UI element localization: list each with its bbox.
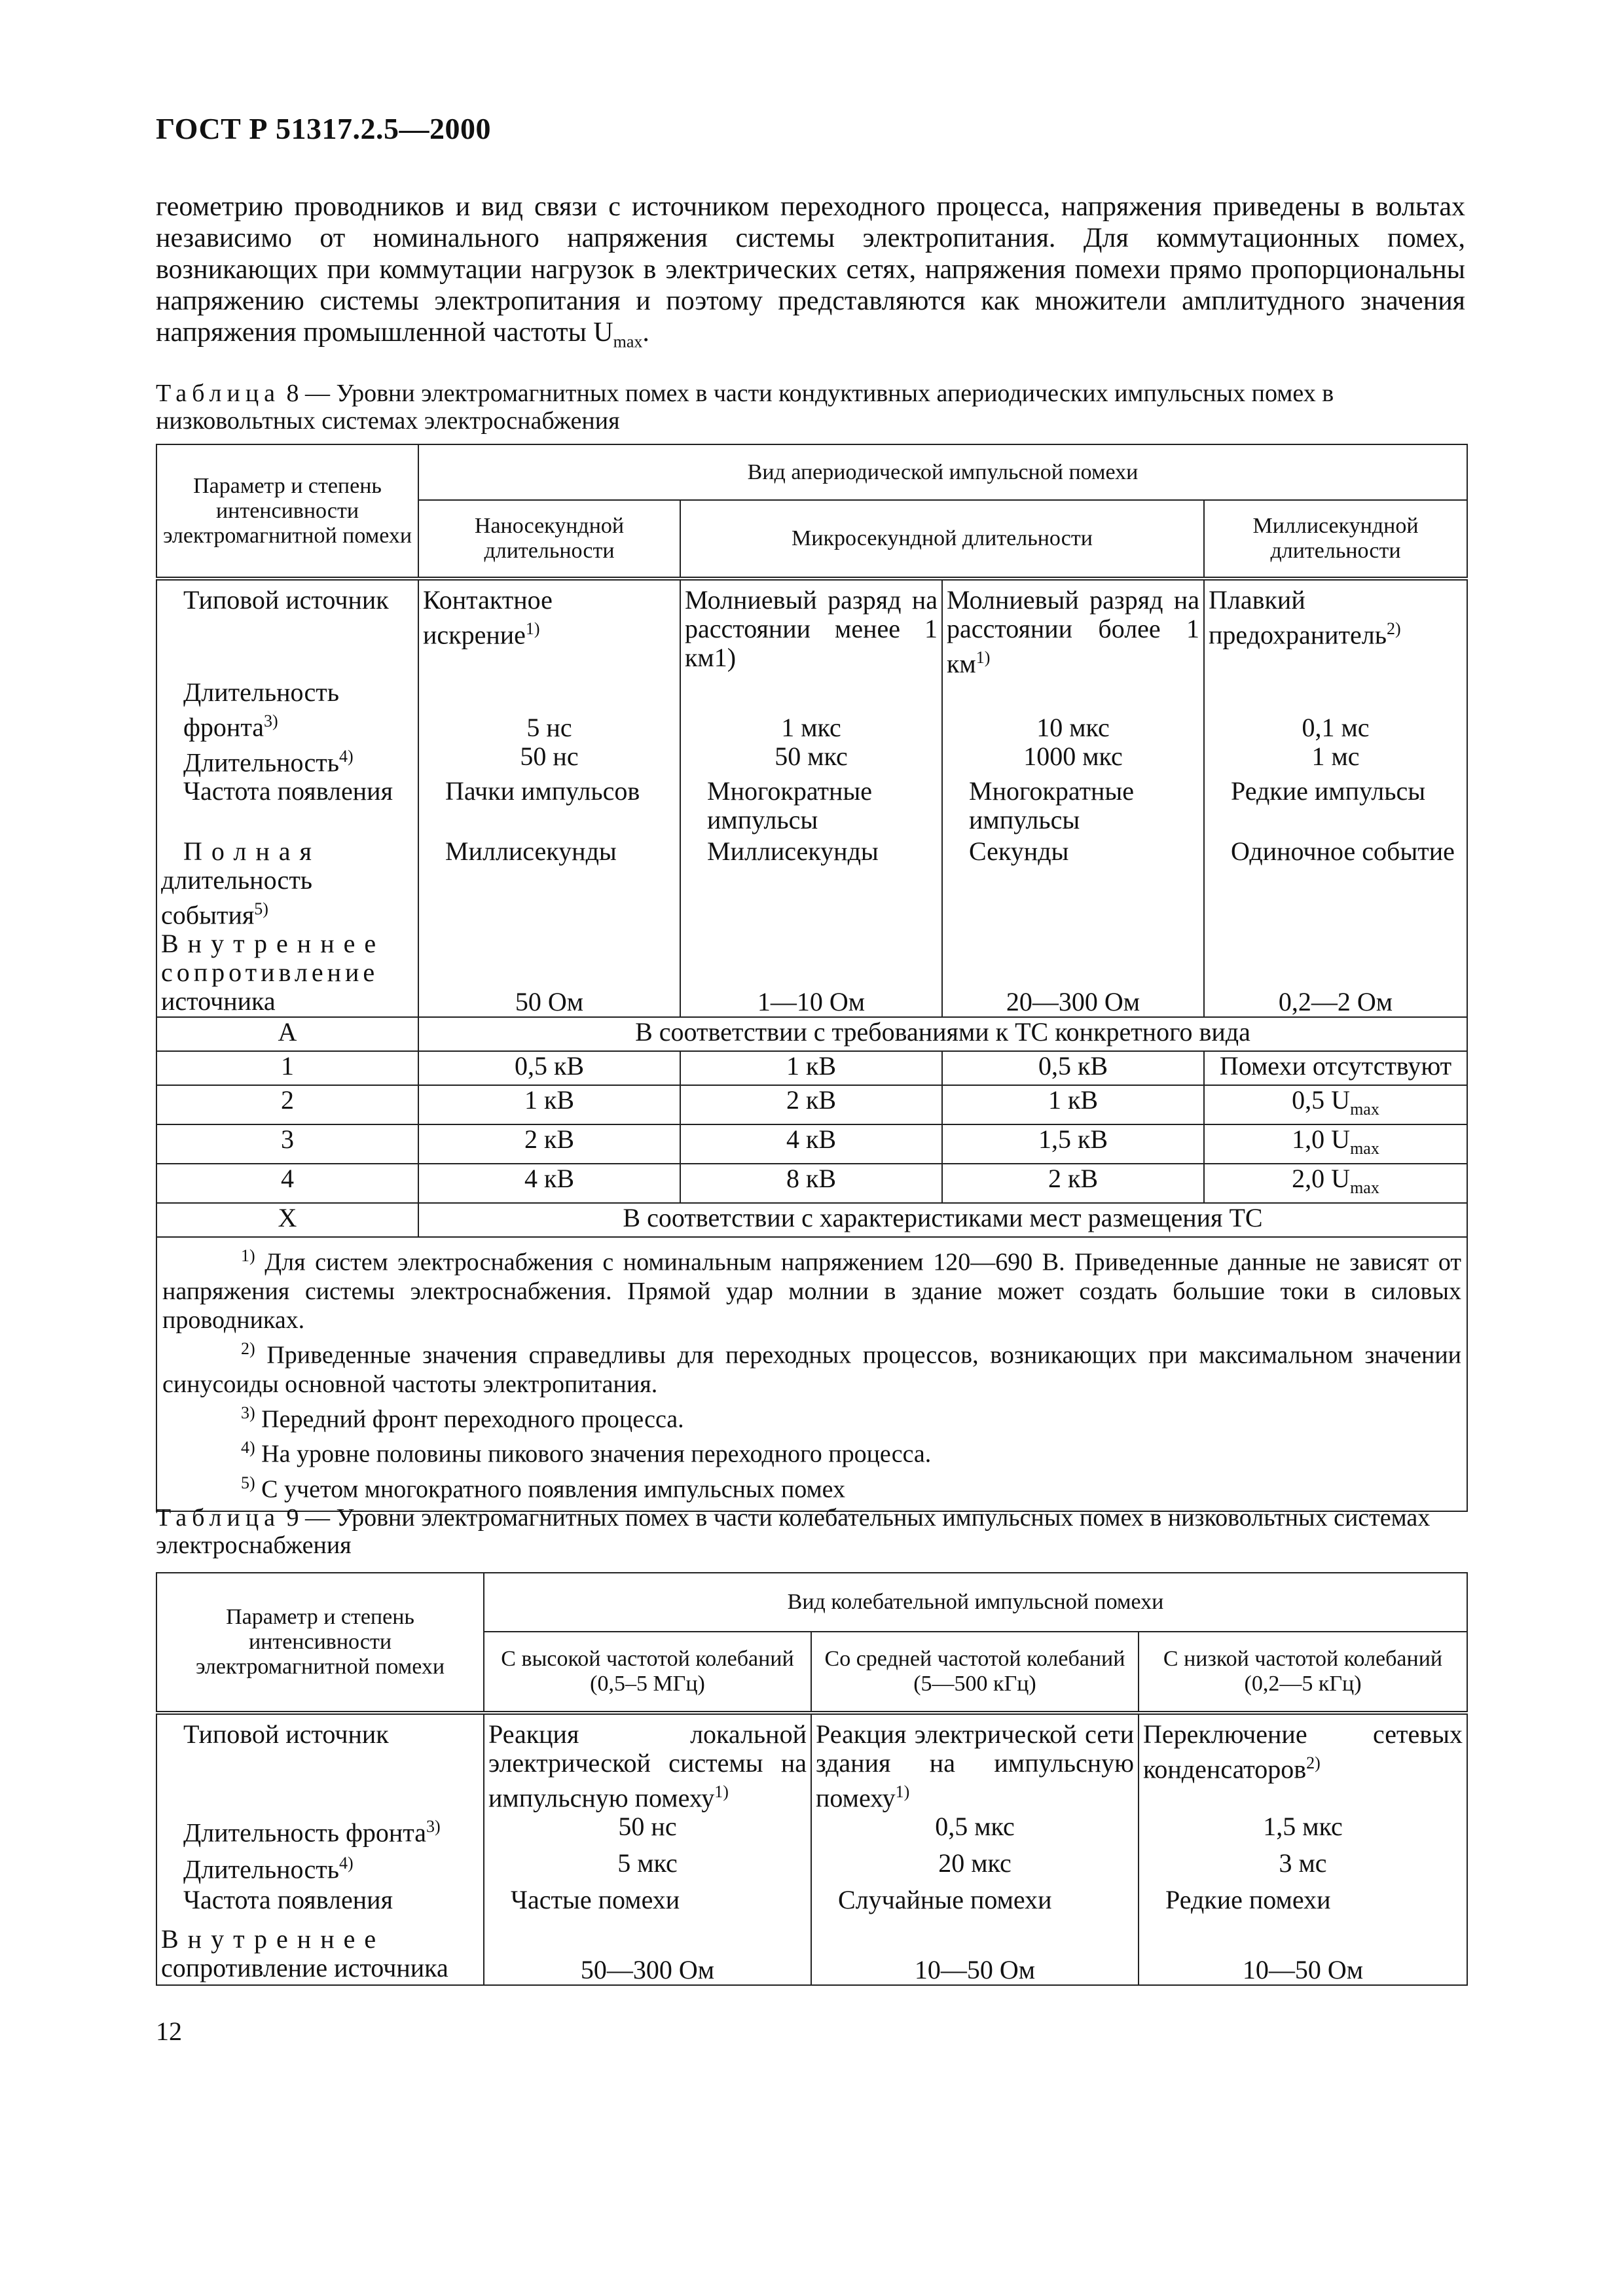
t8-total-sup: 5) [254,899,268,918]
t9-front-label [156,1812,484,1849]
t8-note-sup: 2) [241,1338,255,1358]
t8-freq-value: Пачки импульсов [418,777,680,837]
t8-note-text: С учетом многократного появления импульсных помех [255,1475,845,1503]
t8-note-sup: 4) [241,1438,255,1458]
t8-front-value: 5 нс [418,678,680,742]
t8-source-cell [680,579,942,678]
t8-level: 4 [156,1164,418,1203]
t9-front-value: 50 нс [484,1812,811,1849]
t9-source-sup: 1) [895,1782,910,1801]
intro-end: . [642,317,649,348]
t8-level-value: 0,5 кВ [418,1051,680,1085]
t8-imp-label-1: Внутреннее [161,929,386,959]
t8-source-text: Контактное искрение [423,585,553,650]
t8-total-value: Миллисекунды [418,837,680,929]
t9-front-label-text: Длительность фронта [183,1818,427,1848]
t8-note-text: Передний фронт переходного процесса. [255,1405,684,1433]
t8-head-param: Параметр и степень интенсивности электромагнитной помехи [156,444,418,579]
t9-source-cell [1139,1713,1467,1812]
t9-source-text: Реакция электрической сети здания на импульсную помеху [816,1719,1134,1813]
t9-source-text: Переключение сетевых конденсаторов [1143,1719,1463,1784]
t8-imp-value: 1—10 Ом [680,929,942,1017]
t8-total-label-spaced: Полная [183,836,321,866]
t9-col-mid: Со средней частотой колебаний (5—500 кГц) [811,1632,1139,1713]
t8-col-milli: Миллисекундной длительности [1204,500,1467,579]
table8-caption-label: Таблица [156,380,281,407]
t9-col-high: С высокой частотой колебаний (0,5–5 МГц) [484,1632,811,1713]
t8-umax-sub: max [1350,1139,1379,1158]
t9-head-param: Параметр и степень интенсивности электромагнитной помехи [156,1573,484,1713]
t9-freq-label: Частота появления [156,1886,484,1925]
t8-duration-label [156,742,418,777]
t8-source-cell [942,579,1204,678]
t8-source-cell [418,579,680,678]
t8-level-value: 2 кВ [680,1085,942,1124]
table8 [156,444,1468,1512]
t8-level: 3 [156,1124,418,1164]
t8-note [162,1335,1461,1399]
t8-umax-text: 1,0 U [1292,1124,1351,1155]
t8-level-umax [1204,1124,1467,1164]
t9-duration-label [156,1849,484,1886]
t8-freq-value: Многократные импульсы [680,777,942,837]
t9-duration-value: 20 мкс [811,1849,1139,1886]
t9-imp-value: 50—300 Ом [484,1925,811,1985]
t8-level-value: 0,5 кВ [942,1051,1204,1085]
intro-paragraph [156,191,1465,357]
t8-duration-value: 50 нс [418,742,680,777]
t8-duration-value: 1000 мкс [942,742,1204,777]
t8-level-value: 1 кВ [680,1051,942,1085]
t9-imp-value: 10—50 Ом [811,1925,1139,1985]
t8-col-micro: Микросекундной длительности [680,500,1204,579]
t8-umax-text: 0,5 U [1292,1085,1351,1115]
t8-level: Х [156,1203,418,1237]
t8-note [162,1242,1461,1335]
t8-imp-label-3: источника [161,986,276,1016]
intro-text: геометрию проводников и вид связи с источником переходного процесса, напряжения приведены в вольтах независимо от номинального напряжения системы электропитания. Для коммутационных помех, возникающих при коммутации нагрузок в электрических сетях, напряжения помехи прямо пропорциональны напряжению системы электропитания и поэтому представляются как множители амплитудного значения напряжения промышленной частоты U [156,192,1465,348]
t8-note-text: На уровне половины пикового значения переходного процесса. [255,1440,932,1468]
table9-caption-label: Таблица [156,1504,281,1532]
t8-umax-sub: max [1350,1100,1379,1119]
t8-front-label-text: Длительность фронта [183,677,339,742]
t8-level-value: 1 кВ [418,1085,680,1124]
t8-level-value: 1 кВ [942,1085,1204,1124]
t8-source-text: Молниевый разряд на расстоянии более 1 км [947,585,1199,679]
t8-front-value: 10 мкс [942,678,1204,742]
t8-duration-value: 50 мкс [680,742,942,777]
t8-level-merged: В соответствии с требованиями к ТС конкретного вида [418,1017,1467,1051]
t8-imp-label [156,929,418,1017]
document-header: ГОСТ Р 51317.2.5—2000 [156,112,491,145]
umax-subscript: max [613,332,643,351]
t8-level-value: 4 кВ [418,1164,680,1203]
t8-source-cell [1204,579,1467,678]
t8-note-sup: 1) [241,1246,255,1266]
t8-front-sup: 3) [264,711,278,731]
t9-col-low: С низкой частотой колебаний (0,2—5 кГц) [1139,1632,1467,1713]
t9-duration-label-text: Длительность [183,1854,339,1884]
t8-note [162,1469,1461,1504]
t8-freq-value: Редкие импульсы [1204,777,1467,837]
t8-imp-value: 20—300 Ом [942,929,1204,1017]
t8-level: 2 [156,1085,418,1124]
t9-imp-label-2: сопротивление источника [161,1953,448,1983]
t8-total-value: Секунды [942,837,1204,929]
t8-source-text: Молниевый разряд на расстоянии менее 1 км1) [685,585,938,672]
t8-level-value: 4 кВ [680,1124,942,1164]
t8-level-umax [1204,1164,1467,1203]
table8-caption-text: 8 — Уровни электромагнитных помех в части кондуктивных апериодических импульсных помех в низковольтных системах электроснабжения [156,380,1334,435]
t8-front-label [156,678,418,742]
t8-imp-value: 50 Ом [418,929,680,1017]
t8-total-label [156,837,418,929]
t8-duration-label-text: Длительность [183,747,339,777]
t8-level: А [156,1017,418,1051]
t9-imp-label [156,1925,484,1985]
t8-level-value: 2 кВ [942,1164,1204,1203]
t8-freq-label: Частота появления [156,777,418,837]
t9-source-cell [484,1713,811,1812]
t8-level: 1 [156,1051,418,1085]
t9-front-value: 1,5 мкс [1139,1812,1467,1849]
t8-head-group: Вид апериодической импульсной помехи [418,444,1467,500]
t9-imp-label-1: Внутреннее [161,1924,386,1954]
t9-source-cell [811,1713,1139,1812]
t9-freq-value: Частые помехи [484,1886,811,1925]
t8-umax-text: 2,0 U [1292,1164,1351,1194]
t8-level-umax [1204,1085,1467,1124]
t9-front-sup: 3) [426,1817,441,1837]
t8-notes [156,1237,1467,1511]
t8-source-sup: 2) [1387,619,1401,638]
t8-source-text: Плавкий предохранитель [1209,585,1387,650]
t8-total-value: Миллисекунды [680,837,942,929]
t8-imp-value: 0,2—2 Ом [1204,929,1467,1017]
t9-source-label: Типовой источник [156,1713,484,1812]
t8-umax-sub: max [1350,1178,1379,1198]
t8-level-value: 8 кВ [680,1164,942,1203]
t8-total-value: Одиночное событие [1204,837,1467,929]
table8-caption [156,380,1465,435]
t9-source-sup: 1) [714,1782,729,1801]
t9-source-text: Реакция локальной электрической системы на импульсную помеху [488,1719,807,1813]
t9-head-group: Вид колебательной импульсной помехи [484,1573,1467,1632]
t8-front-value: 1 мкс [680,678,942,742]
t8-level-merged: В соответствии с характеристиками мест размещения ТС [418,1203,1467,1237]
t9-source-sup: 2) [1306,1753,1321,1772]
t9-duration-sup: 4) [338,1854,354,1873]
table9-caption [156,1504,1465,1559]
table9-caption-text: 9 — Уровни электромагнитных помех в части колебательных импульсных помех в низковольтных системах электроснабжения [156,1504,1431,1559]
t8-imp-label-2: сопротивление [161,958,379,988]
t8-note-text: Для систем электроснабжения с номинальным напряжением 120—690 В. Приведенные данные не зависят от напряжения системы электроснабжения. Прямой удар молнии в здание может создать большие токи в силовых проводниках. [162,1248,1462,1334]
t9-front-value: 0,5 мкс [811,1812,1139,1849]
t8-duration-sup: 4) [338,746,354,766]
t9-duration-value: 5 мкс [484,1849,811,1886]
t8-note-sup: 5) [241,1473,255,1492]
t8-level-value: 2 кВ [418,1124,680,1164]
t8-front-value: 0,1 мс [1204,678,1467,742]
t9-freq-value: Случайные помехи [811,1886,1139,1925]
t9-freq-value: Редкие помехи [1139,1886,1467,1925]
t8-note-text: Приведенные значения справедливы для переходных процессов, возникающих при максимальном значении синусоиды основной частоты электропитания. [162,1341,1462,1398]
t8-col-nano: Наносекундной длительности [418,500,680,579]
t9-duration-value: 3 мс [1139,1849,1467,1886]
t8-level-value: 1,5 кВ [942,1124,1204,1164]
page-number: 12 [156,2017,182,2046]
t8-source-sup: 1) [525,619,540,638]
t8-note [162,1399,1461,1434]
t8-note-sup: 3) [241,1403,255,1422]
t9-imp-value: 10—50 Ом [1139,1925,1467,1985]
t8-source-label: Типовой источник [156,579,418,678]
table9 [156,1572,1468,1986]
t8-total-label-rest: длительность события [161,865,313,930]
t8-source-sup: 1) [976,648,991,667]
t8-level-value: Помехи отсутствуют [1204,1051,1467,1085]
t8-freq-value: Многократные импульсы [942,777,1204,837]
t8-duration-value: 1 мс [1204,742,1467,777]
t8-note [162,1433,1461,1469]
